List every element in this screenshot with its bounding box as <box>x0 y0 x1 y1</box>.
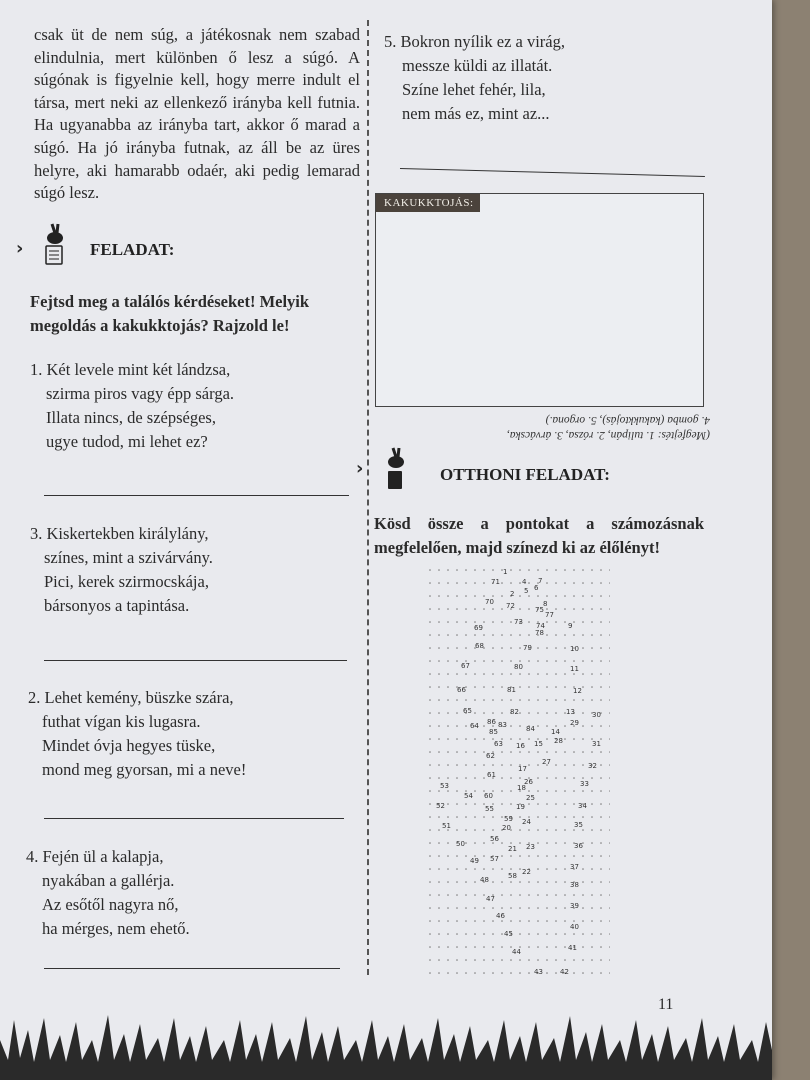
rabbit-book-icon <box>42 222 68 268</box>
svg-text:82: 82 <box>510 708 519 716</box>
svg-text:59: 59 <box>504 815 513 823</box>
svg-text:49: 49 <box>470 857 479 865</box>
svg-text:63: 63 <box>494 740 503 748</box>
riddle-2 <box>28 686 348 782</box>
svg-text:17: 17 <box>518 765 527 773</box>
svg-text:74: 74 <box>536 622 545 630</box>
column-divider <box>367 20 369 975</box>
riddle-line: Színe lehet fehér, lila, <box>402 80 546 99</box>
feladat-heading: FELADAT: <box>90 240 175 259</box>
svg-text:56: 56 <box>490 835 499 843</box>
svg-text:43: 43 <box>534 968 543 976</box>
svg-text:1: 1 <box>503 568 508 576</box>
svg-text:86: 86 <box>487 718 496 726</box>
grass-decoration <box>0 1000 772 1080</box>
svg-text:55: 55 <box>485 805 494 813</box>
svg-text:69: 69 <box>474 624 483 632</box>
svg-text:65: 65 <box>463 707 472 715</box>
riddle-line: 1. Két levele mint két lándzsa, <box>30 360 231 379</box>
svg-text:20: 20 <box>502 824 511 832</box>
svg-text:72: 72 <box>506 602 515 610</box>
svg-text:54: 54 <box>464 792 473 800</box>
svg-text:18: 18 <box>517 784 526 792</box>
svg-text:41: 41 <box>568 944 577 952</box>
svg-text:58: 58 <box>508 872 517 880</box>
svg-text:53: 53 <box>440 782 449 790</box>
svg-text:31: 31 <box>592 740 601 748</box>
feladat-instruction: Fejtsd meg a találós kérdéseket! Melyik megoldás a kakukktojás? Rajzold le! <box>30 292 310 335</box>
svg-text:19: 19 <box>516 803 525 811</box>
svg-text:46: 46 <box>496 912 505 920</box>
svg-text:52: 52 <box>436 802 445 810</box>
svg-text:28: 28 <box>554 737 563 745</box>
svg-text:5: 5 <box>524 587 529 595</box>
riddle-line: futhat vígan kis lugasra. <box>42 712 201 731</box>
svg-text:45: 45 <box>504 930 513 938</box>
svg-text:78: 78 <box>535 629 544 637</box>
svg-text:67: 67 <box>461 662 470 670</box>
otthoni-instruction: Kösd össze a pontokat a számozásnak megfelelően, majd színezd ki az élőlényt! <box>374 514 704 557</box>
rabbit-book-icon <box>384 446 408 492</box>
svg-text:29: 29 <box>570 719 579 727</box>
chevron-right-icon: › <box>16 238 24 259</box>
svg-text:22: 22 <box>522 868 531 876</box>
svg-text:25: 25 <box>526 794 535 802</box>
svg-text:34: 34 <box>578 802 587 810</box>
svg-text:66: 66 <box>457 686 466 694</box>
riddle-line: 4. Fején ül a kalapja, <box>26 847 164 866</box>
svg-text:84: 84 <box>526 725 535 733</box>
svg-text:23: 23 <box>526 843 535 851</box>
solution-line: (Megfejtés: 1. tulipán, 2. rózsa, 3. árvácska, <box>506 429 710 441</box>
svg-text:61: 61 <box>487 771 496 779</box>
svg-text:21: 21 <box>508 845 517 853</box>
svg-text:2: 2 <box>510 590 515 598</box>
otthoni-heading: OTTHONI FELADAT: <box>440 465 610 484</box>
svg-text:71: 71 <box>491 578 500 586</box>
svg-text:30: 30 <box>592 711 601 719</box>
riddle-line: ugye tudod, mi lehet ez? <box>46 432 208 451</box>
answer-line-5[interactable] <box>400 168 705 177</box>
solution-text <box>500 412 710 442</box>
riddle-line: ha mérges, nem ehető. <box>42 919 190 938</box>
svg-text:8: 8 <box>543 600 548 608</box>
riddle-line: 3. Kiskertekben királylány, <box>30 524 209 543</box>
svg-text:73: 73 <box>514 618 523 626</box>
riddle-line: szirma piros vagy épp sárga. <box>46 384 235 403</box>
answer-line-4[interactable] <box>44 968 340 969</box>
svg-text:15: 15 <box>534 740 543 748</box>
svg-text:40: 40 <box>570 923 579 931</box>
intro-paragraph: csak üt de nem súg, a játékosnak nem szabad elindulnia, mert különben ő lesz a súgó. A súgónak is figyelnie kell, hogy merre indult el társa, mert neki az ellenkező irányba kell futnia. Ha ugyanabba az irányba tart, akkor ő marad a súgó. Ha jó irányba futnak, az áll be az üres helyre, aki hamarabb odaér, aki pedig lemarad súgó lesz. <box>34 25 360 203</box>
svg-text:44: 44 <box>512 948 521 956</box>
svg-text:6: 6 <box>534 584 539 592</box>
answer-line-2[interactable] <box>44 818 344 819</box>
svg-text:81: 81 <box>507 686 516 694</box>
page-number: 11 <box>658 996 674 1013</box>
svg-text:13: 13 <box>566 708 575 716</box>
riddle-3 <box>30 522 350 618</box>
svg-text:12: 12 <box>573 687 582 695</box>
svg-text:4: 4 <box>522 578 527 586</box>
svg-text:24: 24 <box>522 818 531 826</box>
riddle-4 <box>26 845 346 941</box>
svg-text:7: 7 <box>538 577 543 585</box>
svg-text:64: 64 <box>470 722 479 730</box>
svg-text:16: 16 <box>516 742 525 750</box>
svg-text:14: 14 <box>551 728 560 736</box>
answer-line-3[interactable] <box>44 660 347 661</box>
riddle-line: bársonyos a tapintása. <box>44 596 190 615</box>
riddle-5 <box>384 30 704 126</box>
svg-text:10: 10 <box>570 645 579 653</box>
svg-text:42: 42 <box>560 968 569 976</box>
solution-line: 4. gomba (kakukktojás), 5. orgona.) <box>545 414 710 426</box>
svg-text:11: 11 <box>570 665 579 673</box>
riddle-line: messze küldi az illatát. <box>402 56 553 75</box>
riddle-line: Az esőtől nagyra nő, <box>42 895 179 914</box>
answer-line-1[interactable] <box>44 495 349 496</box>
svg-text:48: 48 <box>480 876 489 884</box>
svg-text:36: 36 <box>574 842 583 850</box>
svg-text:26: 26 <box>524 778 533 786</box>
svg-text:51: 51 <box>442 822 451 830</box>
riddle-line: Pici, kerek szirmocskája, <box>44 572 209 591</box>
svg-text:39: 39 <box>570 902 579 910</box>
kakukktojas-drawing-box[interactable] <box>375 193 704 407</box>
riddle-line: 2. Lehet kemény, büszke szára, <box>28 688 234 707</box>
svg-text:83: 83 <box>498 721 507 729</box>
riddle-line: 5. Bokron nyílik ez a virág, <box>384 32 566 51</box>
svg-text:38: 38 <box>570 881 579 889</box>
riddle-line: színes, mint a szivárvány. <box>44 548 213 567</box>
svg-text:33: 33 <box>580 780 589 788</box>
riddle-1 <box>30 358 350 454</box>
svg-text:75: 75 <box>535 606 544 614</box>
svg-text:32: 32 <box>588 762 597 770</box>
svg-text:47: 47 <box>486 895 495 903</box>
svg-text:62: 62 <box>486 752 495 760</box>
svg-text:37: 37 <box>570 863 579 871</box>
svg-text:70: 70 <box>485 598 494 606</box>
svg-text:57: 57 <box>490 855 499 863</box>
dot-to-dot-puzzle[interactable] <box>428 568 610 980</box>
riddle-line: Mindet óvja hegyes tüske, <box>42 736 216 755</box>
svg-text:60: 60 <box>484 792 493 800</box>
riddle-line: nyakában a gallérja. <box>42 871 175 890</box>
svg-text:50: 50 <box>456 840 465 848</box>
chevron-right-icon: › <box>356 458 364 479</box>
svg-text:85: 85 <box>489 728 498 736</box>
riddle-line: Illata nincs, de szépséges, <box>46 408 216 427</box>
kakukktojas-label: KAKUKKTOJÁS: <box>376 194 480 212</box>
riddle-line: mond meg gyorsan, mi a neve! <box>42 760 247 779</box>
svg-text:9: 9 <box>568 622 573 630</box>
riddle-line: nem más ez, mint az... <box>402 104 550 123</box>
svg-text:68: 68 <box>475 642 484 650</box>
svg-text:79: 79 <box>523 644 532 652</box>
svg-text:27: 27 <box>542 758 551 766</box>
svg-text:35: 35 <box>574 821 583 829</box>
svg-text:77: 77 <box>545 611 554 619</box>
svg-text:80: 80 <box>514 663 523 671</box>
